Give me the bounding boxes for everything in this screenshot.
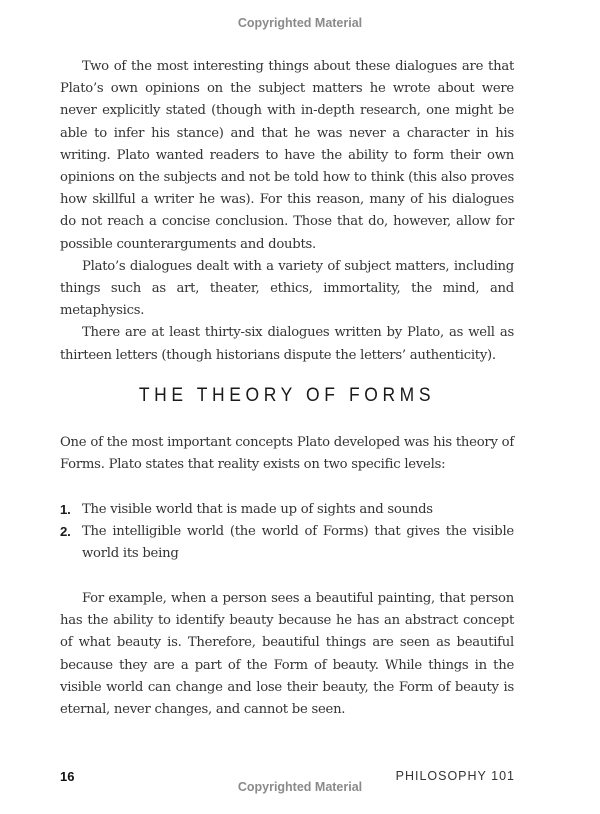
levels-list-block: [60, 499, 514, 566]
page-number: 16: [60, 769, 75, 784]
body-text-top: [60, 56, 514, 367]
list-number: 2.: [60, 524, 71, 540]
paragraph: Two of the most interesting things about these dialogues are that Plato’s own opinions on the subject matters he wrote about were never explicitly stated (though with in-depth research, one might be able to infer his stance) and that he was never a character in his writing. Plato wanted readers to have the ability to form their own opinions on the subjects and not be told how to think (this also proves how skillful a writer he was). For this reason, many of his dialogues do not reach a concise conclusion. Those that do, however, allow for possible counterarguments and doubts.: [60, 59, 514, 252]
paragraph: There are at least thirty-six dialogues written by Plato, as well as thirteen letters (though historians dispute the letters’ authenticity).: [60, 325, 514, 363]
levels-list: [60, 499, 514, 566]
copyright-watermark-top: Copyrighted Material: [237, 16, 363, 30]
list-item: [60, 499, 514, 521]
list-number: 1.: [60, 502, 71, 517]
section-intro: One of the most important concepts Plato developed was his theory of Forms. Plato states that reality exists on two specific levels:: [60, 435, 514, 473]
list-text: The visible world that is made up of sights and sounds: [82, 502, 433, 517]
section-intro-block: [60, 432, 514, 476]
list-text: The intelligible world (the world of Forms) that gives the visible world its being: [82, 524, 514, 562]
paragraph: Plato’s dialogues dealt with a variety of subject matters, including things such as art, theater, ethics, immortality, the mind, and metaphysics.: [60, 258, 514, 319]
list-item: [60, 521, 514, 565]
section-heading: THE THEORY OF FORMS: [138, 385, 436, 406]
copyright-watermark-bottom: Copyrighted Material: [237, 780, 363, 794]
example-block: [60, 588, 514, 721]
running-footer-title: PHILOSOPHY 101: [395, 769, 515, 783]
example-paragraph: For example, when a person sees a beautiful painting, that person has the ability to identify beauty because he has an abstract concept of what beauty is. Therefore, beautiful things are seen as beautiful because they are a part of the Form of beauty. While things in the visible world can change and lose their beauty, the Form of beauty is eternal, never changes, and cannot be seen.: [60, 591, 514, 718]
